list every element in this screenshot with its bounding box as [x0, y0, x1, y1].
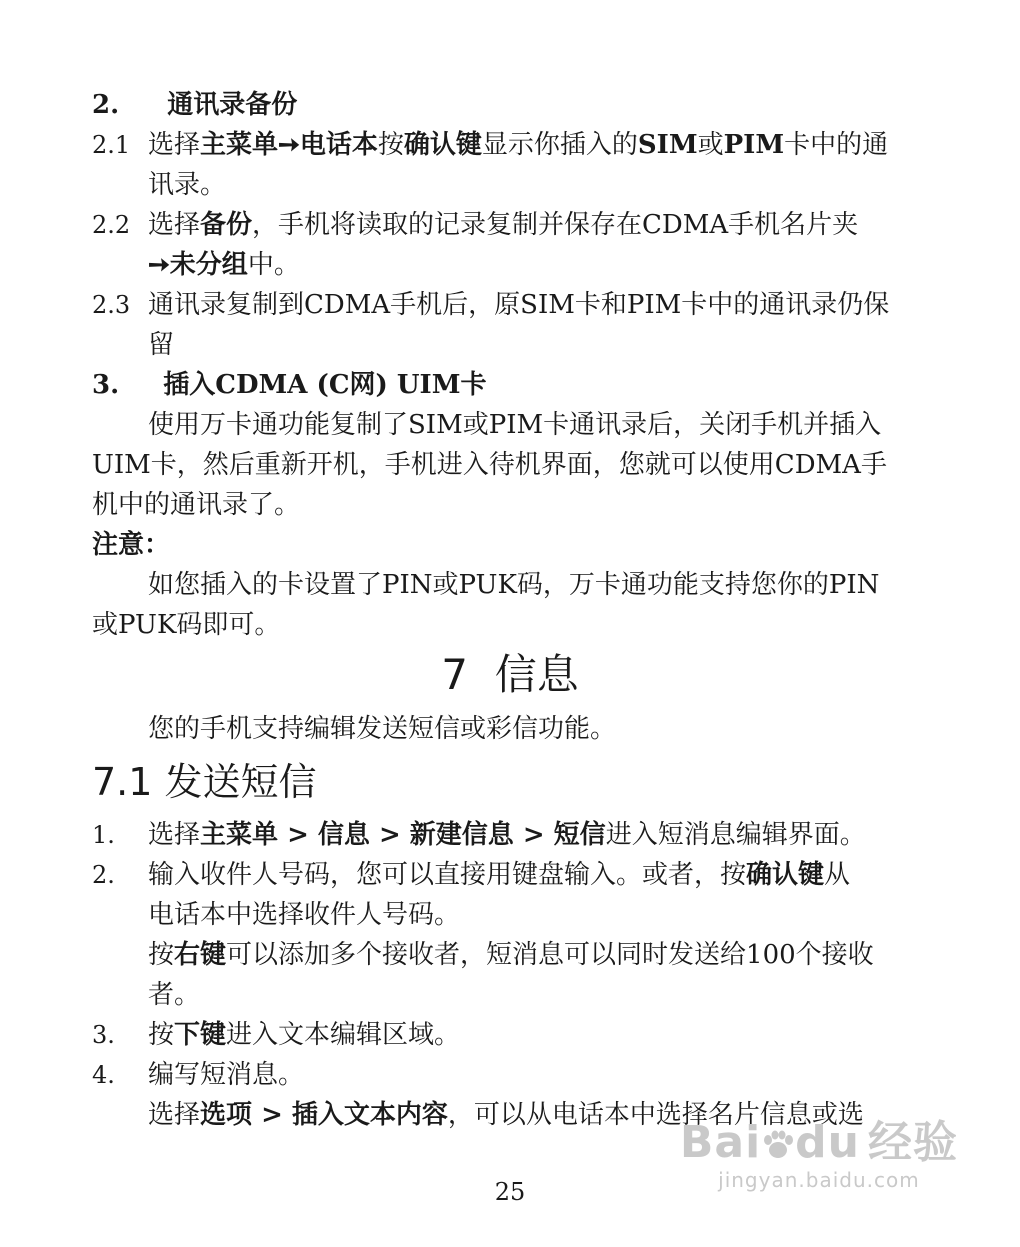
- chapter-title: 7 信息: [441, 650, 579, 699]
- step-2-extra: 按右键可以添加多个接收者，短消息可以同时发送给100个接收: [148, 940, 874, 970]
- step-4-extra: 选择选项 > 插入文本内容，可以从电话本中选择名片信息或选: [148, 1100, 864, 1130]
- step-2-continuation: 电话本中选择收件人号码。: [148, 900, 461, 930]
- section-3-paragraph-line: UIM卡，然后重新开机，手机进入待机界面，您就可以使用CDMA手: [92, 450, 887, 480]
- watermark-url: jingyan.baidu.com: [718, 1168, 920, 1192]
- step-1-text: 选择主菜单 > 信息 > 新建信息 > 短信进入短消息编辑界面。: [148, 820, 866, 850]
- baidu-logo: Bai du 经验: [679, 1117, 958, 1168]
- item-2-1-number: 2.1: [92, 131, 131, 159]
- paw-icon: [761, 1130, 795, 1160]
- section-3-heading: [92, 368, 487, 402]
- step-4-text: 编写短消息。: [148, 1060, 305, 1090]
- item-2-2-continuation: ➙未分组中。: [148, 250, 300, 280]
- item-2-1-continuation: 讯录。: [148, 170, 227, 200]
- section-2-title: 通讯录备份: [167, 90, 298, 120]
- section-3-paragraph-line: 使用万卡通功能复制了SIM或PIM卡通讯录后，关闭手机并插入: [148, 410, 882, 440]
- item-2-3-continuation: 留: [148, 330, 175, 360]
- chapter-intro: 您的手机支持编辑发送短信或彩信功能。: [148, 714, 617, 744]
- step-4-number: 4.: [92, 1061, 115, 1089]
- item-2-1-text: 选择主菜单➙电话本按确认键显示你插入的SIM或PIM卡中的通: [148, 130, 889, 160]
- section-3-title: 插入CDMA (C网) UIM卡: [163, 370, 487, 400]
- item-2-3-text: 通讯录复制到CDMA手机后，原SIM卡和PIM卡中的通讯录仍保: [148, 290, 890, 320]
- note-paragraph-line: 或PUK码即可。: [92, 610, 281, 640]
- step-2-text: 输入收件人号码，您可以直接用键盘输入。或者，按确认键从: [148, 860, 851, 890]
- step-2-number: 2.: [92, 861, 115, 889]
- section-7-1-title: 7.1 发送短信: [92, 760, 317, 804]
- item-2-2-text: 选择备份，手机将读取的记录复制并保存在CDMA手机名片夹: [148, 210, 859, 240]
- step-3-text: 按下键进入文本编辑区域。: [148, 1020, 461, 1050]
- section-2-heading: [92, 88, 297, 122]
- step-2-extra-continuation: 者。: [148, 980, 201, 1010]
- note-heading: 注意：: [92, 530, 171, 560]
- page-number: 25: [494, 1178, 526, 1206]
- section-3-paragraph-line: 机中的通讯录了。: [92, 490, 301, 520]
- section-3-number: 3.: [92, 370, 120, 400]
- step-3-number: 3.: [92, 1021, 115, 1049]
- section-2-number: 2.: [92, 90, 120, 120]
- step-1-number: 1.: [92, 821, 115, 849]
- note-paragraph-line: 如您插入的卡设置了PIN或PUK码，万卡通功能支持您你的PIN: [148, 570, 880, 600]
- item-2-3-number: 2.3: [92, 291, 131, 319]
- item-2-2-number: 2.2: [92, 211, 131, 239]
